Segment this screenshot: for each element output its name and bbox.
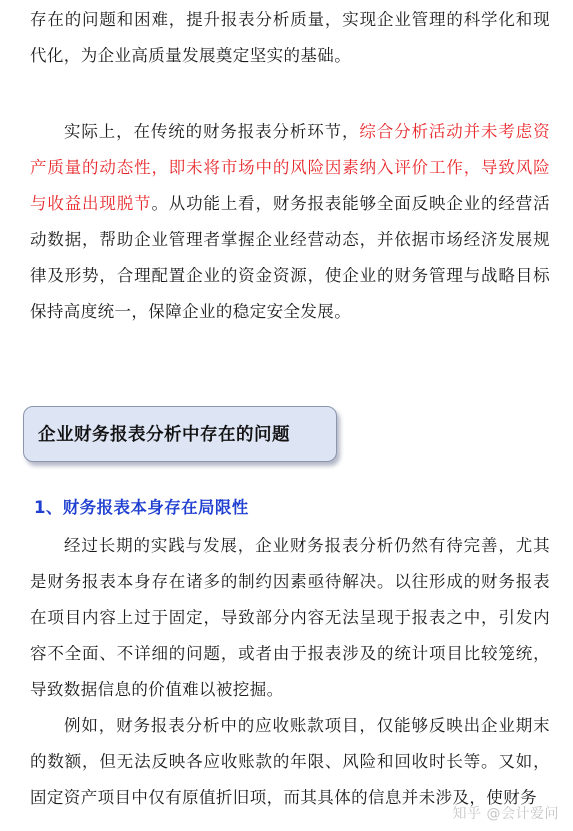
paragraph-2 [30,114,550,330]
paragraph-1: 存在的问题和困难，提升报表分析质量，实现企业管理的科学化和现代化，为企业高质量发展奠定坚实的基础。 [30,10,550,65]
paragraph-4: 例如，财务报表分析中的应收账款项目，仅能够反映出企业期末的数额，但无法反映各应收账款的年限、风险和回收时长等。又如，固定资产项目中仅有原值折旧项，而其具体的信息并未涉及，使财务 [30,716,550,807]
watermark: 知乎 @会计爱问 [452,806,559,822]
subsection-heading: 1、财务报表本身存在局限性 [34,498,249,517]
paragraph-2-highlight: 综合分析活动并未考虑资产质量的动态性，即未将市场中的风险因素纳入评价工作，导致风险与收益出现脱节 [30,122,550,213]
paragraph-3: 经过长期的实践与发展，企业财务报表分析仍然有待完善，尤其是财务报表本身存在诸多的制约因素亟待解决。以往形成的财务报表在项目内容上过于固定，导致部分内容无法呈现于报表之中，引发内容不全面、不详细的问题，或者由于报表涉及的统计项目比较笼统，导致数据信息的价值难以被挖掘。 [30,536,550,699]
section-heading-box [23,406,337,462]
section-heading: 企业财务报表分析中存在的问题 [38,425,290,445]
paragraph-2-intro: 实际上，在传统的财务报表分析环节， [64,122,360,141]
paragraph-2-body: 。从功能上看，财务报表能够全面反映企业的经营活动数据，帮助企业管理者掌握企业经营动态，并依据市场经济发展规律及形势，合理配置企业的资金资源，使企业的财务管理与战略目标保持高度统一，保障企业的稳定安全发展。 [30,194,550,321]
